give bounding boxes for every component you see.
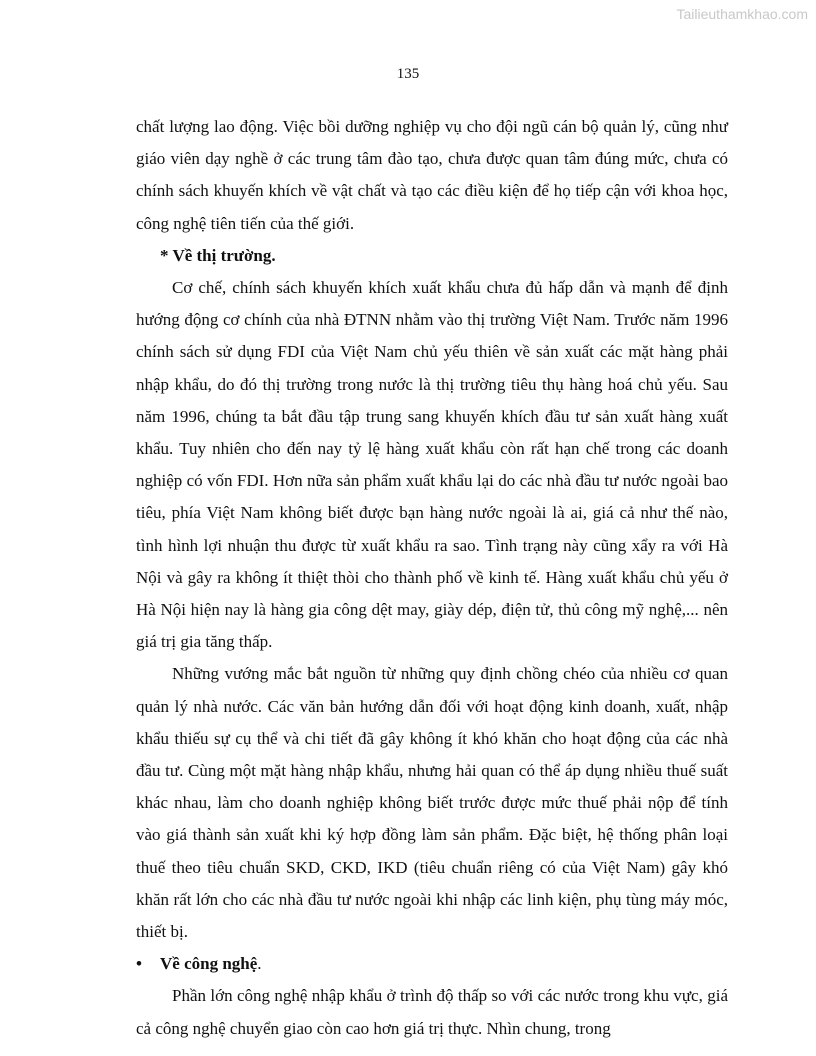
section-heading-technology — [136, 948, 728, 980]
paragraph: Cơ chế, chính sách khuyến khích xuất khẩu chưa đủ hấp dẫn và mạnh để định hướng động cơ chính của nhà ĐTNN nhằm vào thị trường Việt Nam. Trước năm 1996 chính sách sử dụng FDI của Việt Nam chủ yếu thiên về sản xuất các mặt hàng phải nhập khẩu, do đó thị trường trong nước là thị trường tiêu thụ hàng hoá chủ yếu. Sau năm 1996, chúng ta bắt đầu tập trung sang khuyến khích đầu tư sản xuất hàng xuất khẩu. Tuy nhiên cho đến nay tỷ lệ hàng xuất khẩu còn rất hạn chế trong các doanh nghiệp có vốn FDI. Hơn nữa sản phẩm xuất khẩu lại do các nhà đầu tư nước ngoài bao tiêu, phía Việt Nam không biết được bạn hàng nước ngoài là ai, giá cả như thế nào, tình hình lợi nhuận thu được từ xuất khẩu ra sao. Tình trạng này cũng xẩy ra với Hà Nội và gây ra không ít thiệt thòi cho thành phố về kinh tế. Hàng xuất khẩu chủ yếu ở Hà Nội hiện nay là hàng gia công dệt may, giày dép, điện tử, thủ công mỹ nghệ,... nên giá trị gia tăng thấp. — [136, 278, 728, 652]
section-heading-market: * Về thị trường. — [160, 245, 276, 265]
section-heading-label: Về công nghệ — [160, 954, 258, 974]
section-heading-punct: . — [257, 954, 262, 974]
document-body — [136, 111, 728, 1045]
bullet-icon: • — [136, 954, 142, 974]
watermark: Tailieuthamkhao.com — [676, 6, 808, 22]
paragraph: chất lượng lao động. Việc bồi dưỡng nghiệp vụ cho đội ngũ cán bộ quản lý, cũng như giáo viên dạy nghề ở các trung tâm đào tạo, chưa được quan tâm đúng mức, chưa có chính sách khuyến khích về vật chất và tạo các điều kiện để họ tiếp cận với khoa học, công nghệ tiên tiến của thế giới. — [136, 117, 728, 233]
paragraph: Phần lớn công nghệ nhập khẩu ở trình độ thấp so với các nước trong khu vực, giá cả công nghệ chuyển giao còn cao hơn giá trị thực. Nhìn chung, trong — [136, 986, 728, 1038]
page-number: 135 — [396, 66, 420, 82]
paragraph: Những vướng mắc bắt nguồn từ những quy định chồng chéo của nhiều cơ quan quản lý nhà nước. Các văn bản hướng dẫn đối với hoạt động kinh doanh, xuất, nhập khẩu thiếu sự cụ thể và chi tiết đã gây không ít khó khăn cho hoạt động của các nhà đầu tư. Cùng một mặt hàng nhập khẩu, nhưng hải quan có thể áp dụng nhiều thuế suất khác nhau, làm cho doanh nghiệp không biết trước được mức thuế phải nộp để tính vào giá thành sản xuất khi ký hợp đồng làm sản phẩm. Đặc biệt, hệ thống phân loại thuế theo tiêu chuẩn SKD, CKD, IKD (tiêu chuẩn riêng có của Việt Nam) gây khó khăn rất lớn cho các nhà đầu tư nước ngoài khi nhập các linh kiện, phụ tùng máy móc, thiết bị. — [136, 664, 728, 942]
